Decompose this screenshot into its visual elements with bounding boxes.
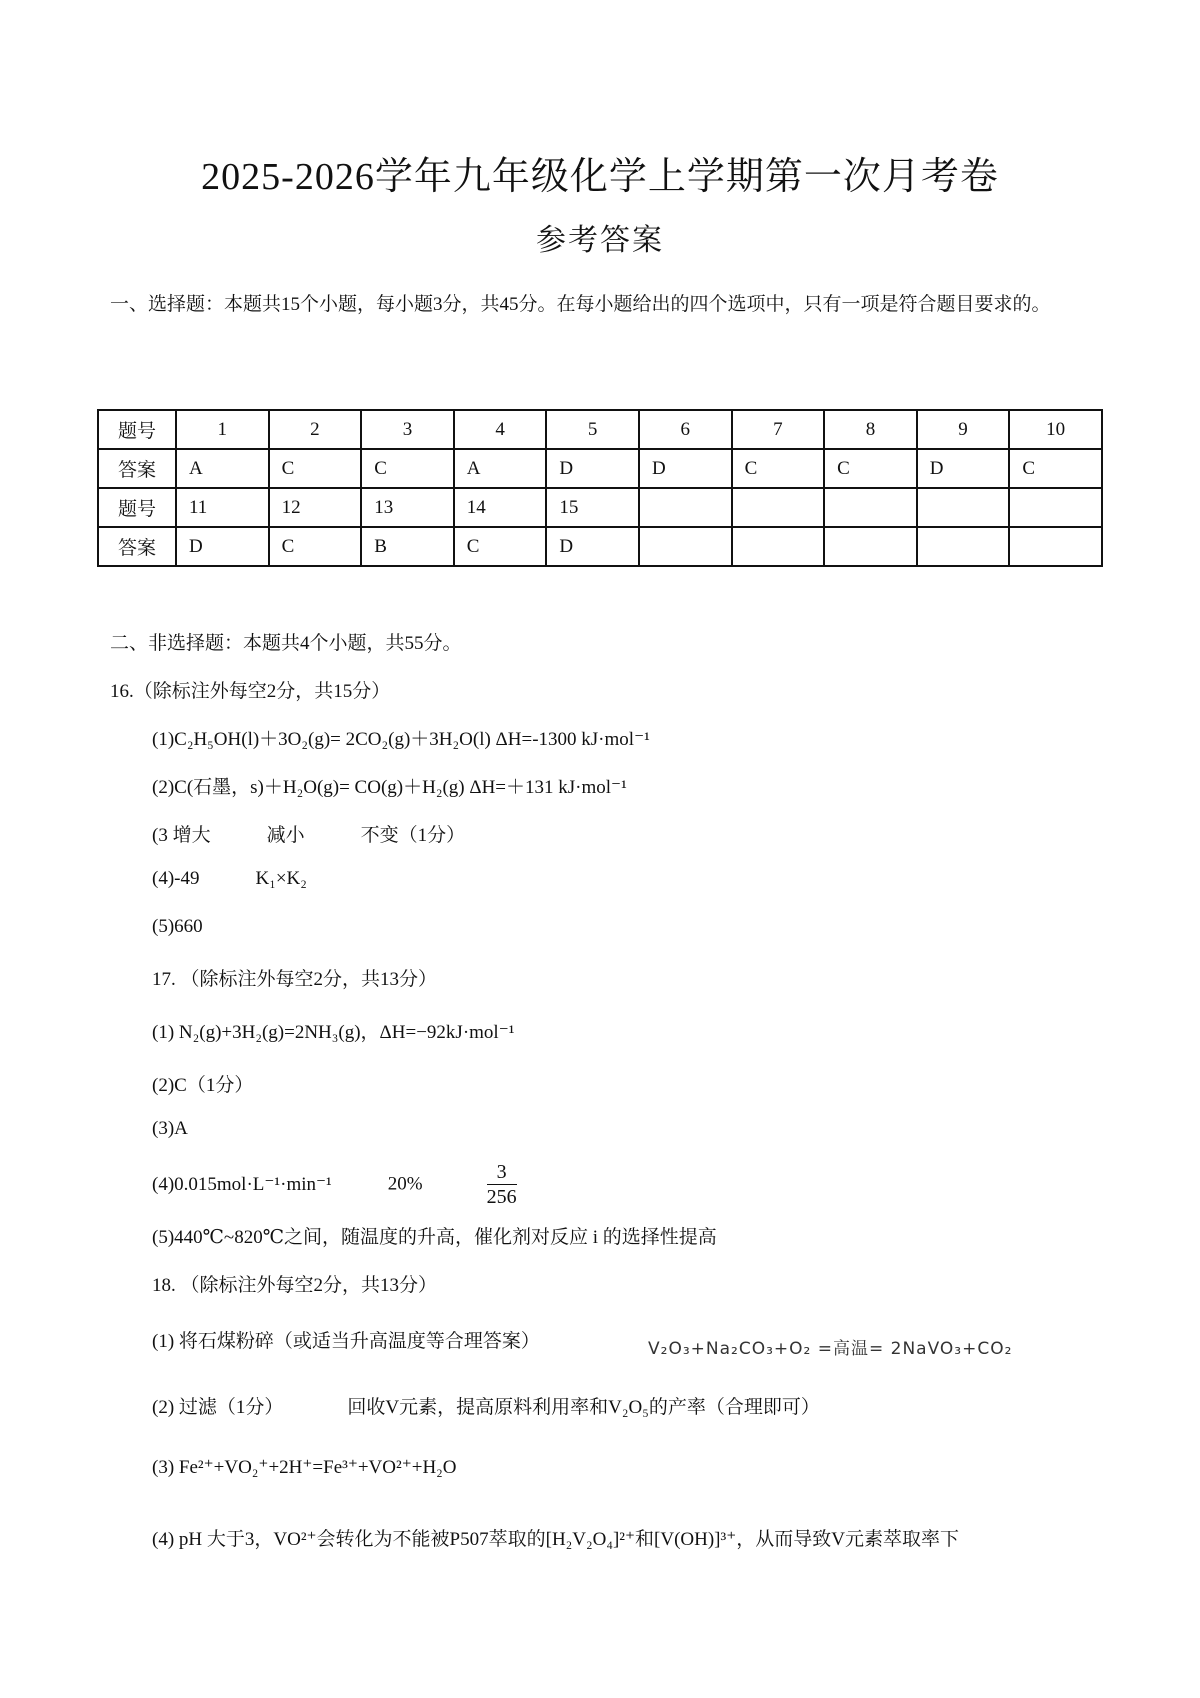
table-cell [732, 527, 825, 566]
table-cell [1009, 488, 1102, 527]
table-cell: D [546, 449, 639, 488]
table-cell: A [176, 449, 269, 488]
q17-answer-4 [152, 1160, 517, 1209]
table-cell: 题号 [98, 488, 176, 527]
table-cell [639, 488, 732, 527]
q16-answer-4-b: K₁×K₂ [255, 868, 307, 889]
table-cell: 6 [639, 410, 732, 449]
table-cell: D [546, 527, 639, 566]
table-row [98, 449, 1102, 488]
section2-heading: 二、非选择题：本题共4个小题，共55分。 [110, 633, 462, 654]
table-cell: 答案 [98, 449, 176, 488]
q17-answer-3: (3)A [152, 1118, 188, 1139]
table-cell: 11 [176, 488, 269, 527]
table-cell: 14 [454, 488, 547, 527]
table-cell: 1 [176, 410, 269, 449]
table-cell: 题号 [98, 410, 176, 449]
table-cell: 13 [361, 488, 454, 527]
section1-heading: 一、选择题：本题共15个小题，每小题3分，共45分。在每小题给出的四个选项中，只有一项是符合题目要求的。 [110, 294, 1051, 315]
q16-answer-4 [152, 868, 307, 890]
table-cell: C [269, 527, 362, 566]
q17-answer-1: (1) N₂(g)+3H₂(g)=2NH₃(g)，ΔH=−92kJ·mol⁻¹ [152, 1022, 515, 1043]
q16-answer-3-c: 不变（1分） [360, 825, 466, 846]
table-cell: B [361, 527, 454, 566]
table-cell: 答案 [98, 527, 176, 566]
q18-answer-2-b: 回收V元素，提高原料利用率和V₂O₅的产率（合理即可） [347, 1397, 820, 1418]
fraction-denominator: 256 [486, 1186, 517, 1208]
q18-answer-2 [152, 1392, 820, 1419]
table-cell: 5 [546, 410, 639, 449]
table-cell: C [824, 449, 917, 488]
q16-answer-1: (1)C₂H₅OH(l)＋3O₂(g)= 2CO₂(g)＋3H₂O(l) ΔH=-1300 kJ·mol⁻¹ [152, 729, 650, 750]
table-cell: C [454, 527, 547, 566]
q17-header: 17. （除标注外每空2分，共13分） [152, 969, 438, 990]
table-cell: A [454, 449, 547, 488]
table-cell [917, 488, 1010, 527]
fraction-numerator: 3 [487, 1160, 517, 1185]
table-cell: D [917, 449, 1010, 488]
q16-answer-5: (5)660 [152, 916, 203, 937]
q17-answer-2: (2)C（1分） [152, 1075, 254, 1096]
page-title: 2025-2026学年九年级化学上学期第一次月考卷 [201, 156, 999, 198]
q18-header: 18. （除标注外每空2分，共13分） [152, 1275, 438, 1296]
q17-answer-4-b: 20% [387, 1173, 423, 1195]
table-cell: 15 [546, 488, 639, 527]
q16-header: 16.（除标注外每空2分，共15分） [110, 681, 391, 702]
q18-answer-2-a: (2) 过滤（1分） [152, 1397, 284, 1418]
q17-answer-4-a: (4)0.015mol·L⁻¹·min⁻¹ [152, 1174, 332, 1195]
table-cell: C [1009, 449, 1102, 488]
q16-answer-2: (2)C(石墨，s)＋H₂O(g)= CO(g)＋H₂(g) ΔH=＋131 kJ·mol⁻¹ [152, 777, 627, 798]
q18-answer-3: (3) Fe²⁺+VO₂⁺+2H⁺=Fe³⁺+VO²⁺+H₂O [152, 1457, 457, 1478]
table-cell: 10 [1009, 410, 1102, 449]
answer-table [97, 409, 1103, 567]
table-cell: D [176, 527, 269, 566]
q18-answer-1: (1) 将石煤粉碎（或适当升高温度等合理答案） [152, 1331, 540, 1352]
table-cell: 7 [732, 410, 825, 449]
table-cell: C [361, 449, 454, 488]
table-cell: 9 [917, 410, 1010, 449]
table-cell: 3 [361, 410, 454, 449]
table-cell [824, 488, 917, 527]
page-subtitle: 参考答案 [536, 224, 664, 257]
q18-answer-1-formula: V₂O₃+Na₂CO₃+O₂ =高温= 2NaVO₃+CO₂ [648, 1339, 1013, 1359]
table-row [98, 488, 1102, 527]
q17-answer-5: (5)440℃~820℃之间，随温度的升高，催化剂对反应 i 的选择性提高 [152, 1227, 717, 1248]
q16-answer-3-b: 减小 [266, 825, 305, 846]
table-cell: 12 [269, 488, 362, 527]
table-cell: D [639, 449, 732, 488]
q16-answer-3 [152, 820, 465, 847]
table-row [98, 410, 1102, 449]
table-row [98, 527, 1102, 566]
table-cell [1009, 527, 1102, 566]
table-cell [917, 527, 1010, 566]
q18-answer-4: (4) pH 大于3，VO²⁺会转化为不能被P507萃取的[H₂V₂O₄]²⁺和[V(OH)]³⁺，从而导致V元素萃取率下 [152, 1529, 959, 1550]
table-cell: C [732, 449, 825, 488]
fraction [487, 1160, 517, 1209]
table-cell [732, 488, 825, 527]
table-cell: 8 [824, 410, 917, 449]
table-cell: 2 [269, 410, 362, 449]
table-cell [639, 527, 732, 566]
table-cell: C [269, 449, 362, 488]
table-cell [824, 527, 917, 566]
table-cell: 4 [454, 410, 547, 449]
q16-answer-3-a: (3 增大 [152, 825, 211, 846]
q16-answer-4-a: (4)-49 [152, 868, 200, 889]
